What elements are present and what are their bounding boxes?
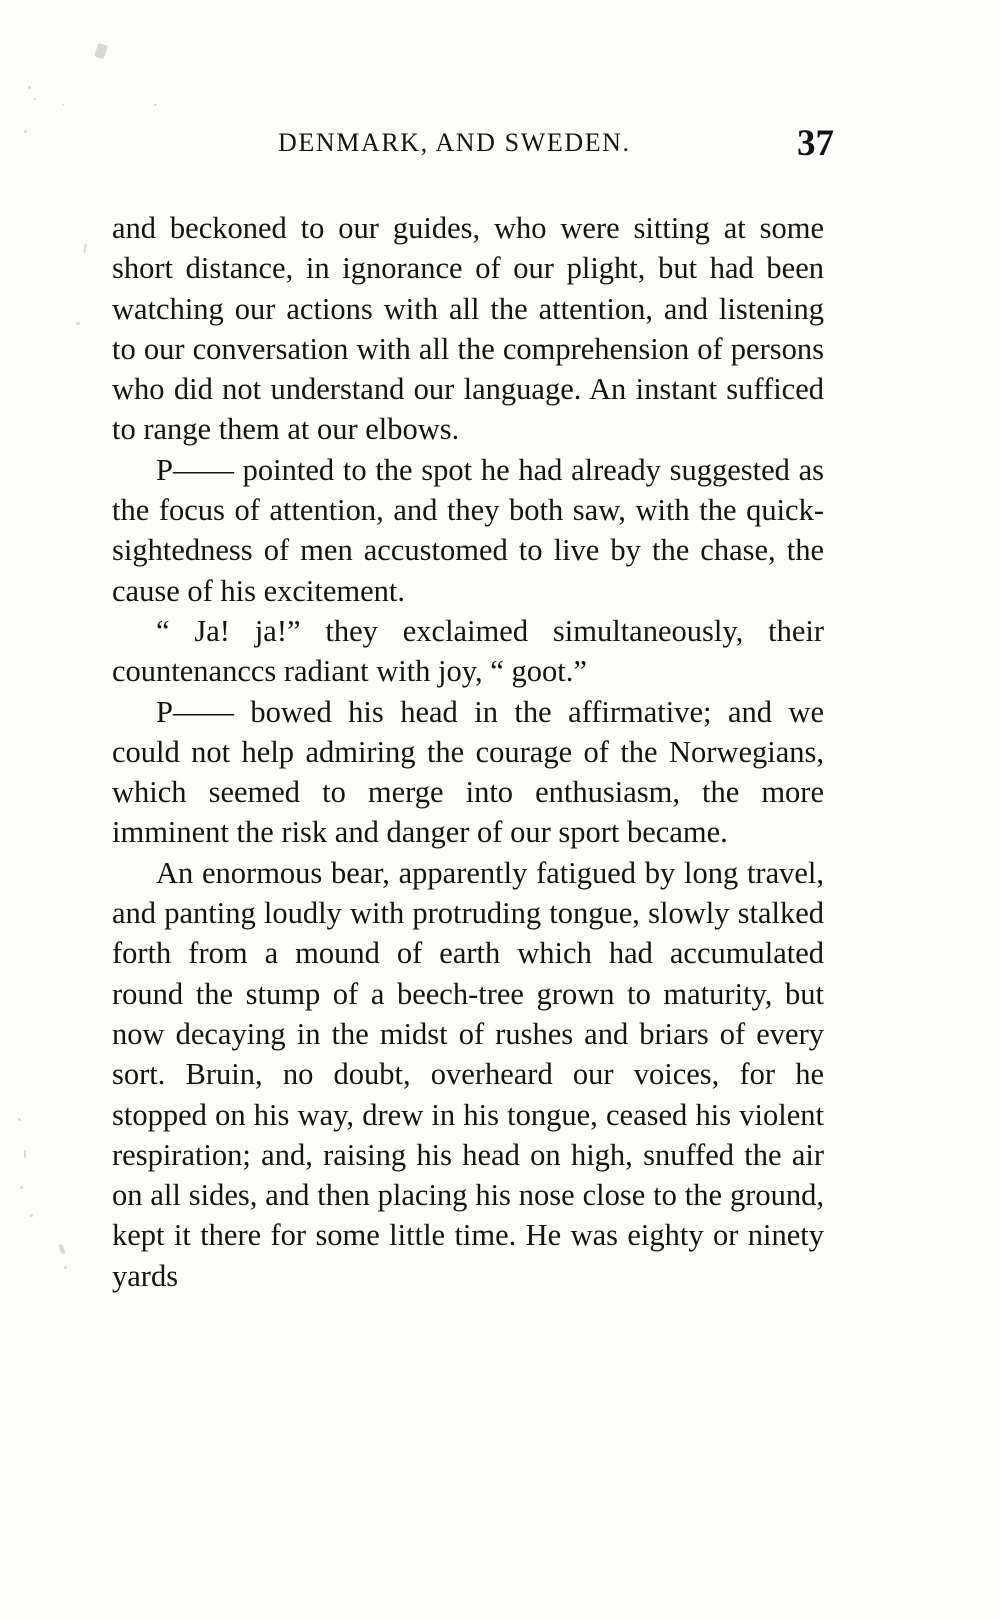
scan-speckle (24, 1150, 26, 1158)
paragraph: P—— bowed his head in the affirmative; and we could not help admiring the courage of the Norwegians, which seemed to merge into enthusiasm, the more imminent the risk and danger of our sport became. (112, 694, 824, 850)
scan-speckle (64, 1266, 67, 1269)
page-number: 37 (797, 123, 834, 164)
scan-speckle (154, 104, 157, 106)
scan-speckle (76, 322, 80, 325)
scan-speckle (18, 1118, 21, 1121)
scan-speckle (94, 43, 108, 59)
page-header (0, 123, 1000, 174)
paragraph: P—— pointed to the spot he had already suggested as the focus of attention, and they both saw, with the quick-sightedness of men accustomed to live by the chase, the cause of his excitement. (112, 452, 824, 608)
paragraph: An enormous bear, apparently fatigued by long travel, and panting loudly with protruding tongue, slowly stalked forth from a mound of earth which had accumulated round the stump of a beech-tree grown to maturity, but now decaying in the midst of rushes and briars of every sort. Bruin, no doubt, overheard our voices, for he stopped on his way, drew in his tongue, ceased his violent respiration; and, raising his head on high, snuffed the air on all sides, and then placing his nose close to the ground, kept it there for some little time. He was eighty or ninety yards (112, 855, 824, 1293)
scan-speckle (30, 1214, 33, 1217)
page-body (112, 208, 824, 1296)
paragraph: “ Ja! ja!” they exclaimed simultaneously, their countenanccs radiant with joy, “ goot.” (112, 613, 824, 689)
scan-speckle (62, 104, 64, 106)
scan-speckle (83, 244, 86, 253)
scan-speckle (58, 1244, 65, 1255)
scan-speckle (28, 86, 31, 89)
scan-speckle (20, 1186, 23, 1189)
scan-speckle (34, 98, 36, 100)
paragraph: and beckoned to our guides, who were sitting at some short distance, in ignorance of our plight, but had been watching our actions with all the attention, and listening to our conversation with all the comprehension of persons who did not understand our language. An instant sufficed to range them at our elbows. (112, 211, 824, 447)
running-head: DENMARK, AND SWEDEN. (278, 128, 631, 157)
